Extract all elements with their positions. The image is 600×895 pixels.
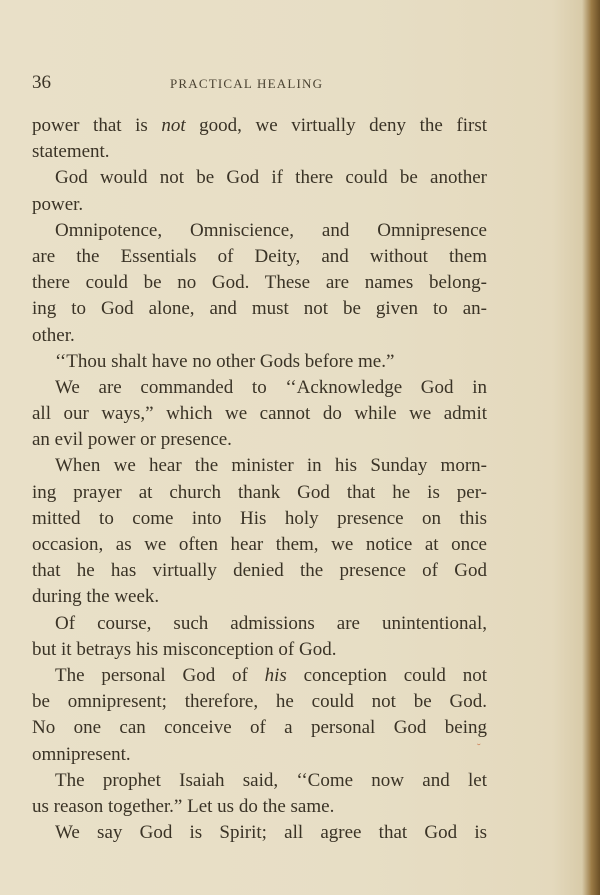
text-line: statement.	[32, 141, 110, 163]
text-fragment: power that is	[32, 115, 162, 136]
text-fragment: conception could not	[286, 664, 487, 686]
text-line	[32, 663, 487, 689]
text-line: be omnipresent; therefore, he could not be God.	[32, 691, 487, 713]
text-line: but it betrays his misconception of God.	[32, 638, 337, 660]
text-line: omnipresent.	[32, 743, 131, 765]
text-line: ‘‘Thou shalt have no other Gods before me.”	[55, 350, 395, 372]
text-line: there could be no God. These are names belong-	[32, 272, 487, 294]
text-line: We say God is Spirit; all agree that God is	[55, 822, 487, 844]
text-line: are the Essentials of Deity, and without them	[32, 245, 487, 267]
text-line: The prophet Isaiah said, ‘‘Come now and let	[55, 769, 487, 791]
text-line: When we hear the minister in his Sunday morn-	[55, 455, 487, 477]
text-line: We are commanded to ‘‘Acknowledge God in	[55, 376, 487, 398]
text-line: No one can conceive of a personal God being	[32, 717, 487, 739]
italic-emphasis: not	[161, 115, 186, 136]
ink-stain-mark: ˘	[477, 742, 481, 754]
text-line: occasion, as we often hear them, we notice at once	[32, 534, 487, 555]
text-line: during the week.	[32, 586, 160, 608]
text-line: God would not be God if there could be another	[55, 167, 487, 189]
text-line: all our ways,” which we cannot do while we admit	[32, 403, 487, 425]
text-line: Of course, such admissions are unintentional,	[55, 612, 487, 634]
text-line: that he has virtually denied the presence of God	[32, 560, 487, 582]
text-line: Omnipotence, Omniscience, and Omnipresence	[55, 219, 487, 241]
running-title: PRACTICAL HEALING	[170, 76, 324, 91]
body-text	[32, 113, 487, 846]
text-line: us reason together.” Let us do the same.	[32, 795, 335, 817]
text-line: an evil power or presence.	[32, 429, 232, 451]
text-line: ing to God alone, and must not be given to an-	[32, 298, 487, 320]
text-line: power.	[32, 193, 84, 215]
text-line	[32, 113, 487, 139]
text-fragment: The personal God of	[55, 664, 265, 686]
text-line: other.	[32, 324, 75, 346]
page-number: 36	[32, 72, 51, 93]
italic-emphasis: his	[264, 664, 287, 686]
text-line: mitted to come into His holy presence on this	[32, 507, 487, 529]
page-header	[32, 72, 492, 96]
text-line: ing prayer at church thank God that he is per-	[32, 481, 487, 503]
text-fragment: good, we virtually deny the first	[185, 115, 487, 136]
